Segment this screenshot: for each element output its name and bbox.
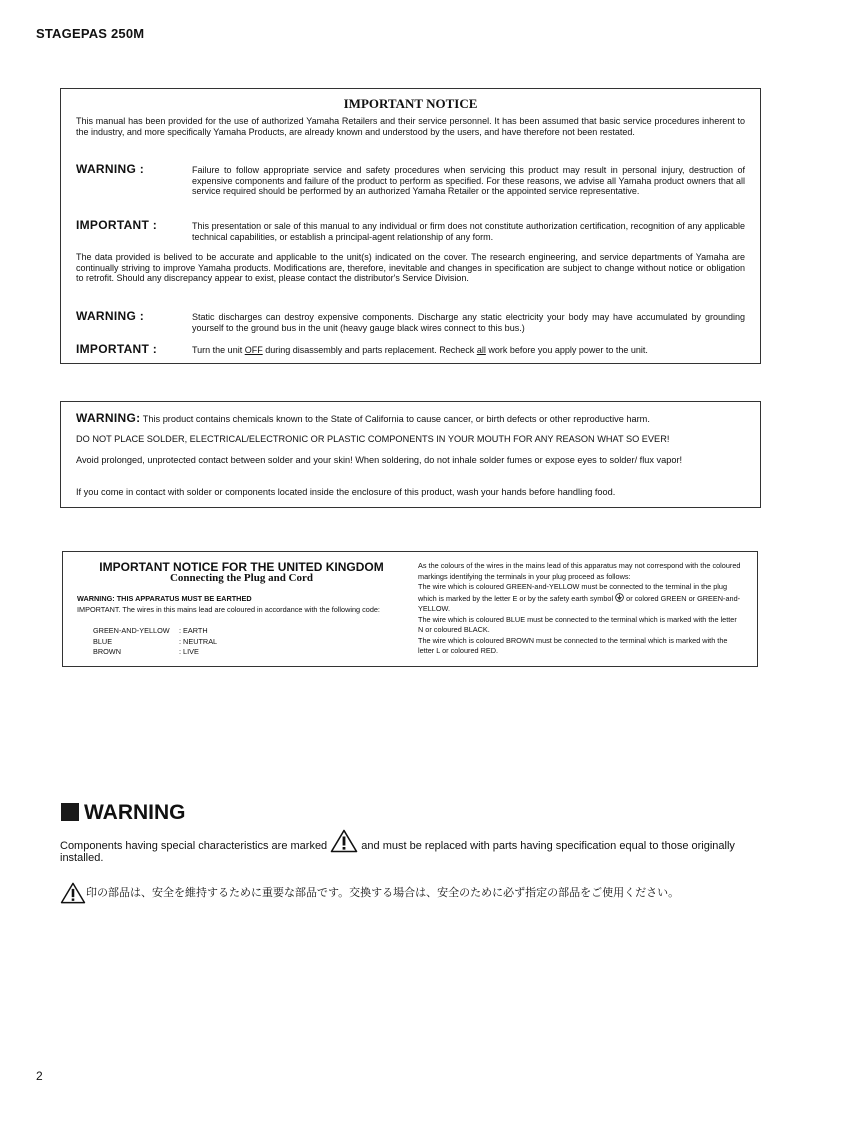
off-word: OFF	[244, 345, 263, 355]
uk-important: IMPORTANT. The wires in this mains lead are coloured in accordance with the following code:	[77, 605, 380, 614]
warning-triangle-icon	[60, 882, 86, 904]
page-number: 2	[36, 1069, 43, 1083]
warning1-text: Failure to follow appropriate service and safety procedures when servicing this product may result in personal injury, destruction of expensive components and failure of the product to perform as specified. For these reasons, we advise all Yamaha product owners that all service required should be performed by an authorized Yamaha Retailer or the appointed service representative.	[192, 165, 745, 196]
data-paragraph: The data provided is belived to be accurate and applicable to the unit(s) indicated on the cover. The research engineering, and service departments of Yamaha are continually striving to improve Yamaha products. Modifications are, therefore, inevitable and changes in specification are subject to change without notice or obligation to retrofit. Should any discrepancy appear to exist, please contact the distributor's Service Division.	[76, 252, 745, 283]
earth-symbol-icon	[615, 593, 624, 602]
uk-code-list	[93, 626, 217, 658]
important2-label: IMPORTANT :	[76, 342, 158, 356]
black-square-icon	[61, 803, 79, 821]
components-warning-text: Components having special characteristics are marked and must be replaced with parts having specification equal to those originally installed.	[60, 839, 760, 864]
notice-title: IMPORTANT NOTICE	[343, 96, 478, 111]
uk-notice-box	[62, 551, 758, 667]
model-name: STAGEPAS 250M	[36, 26, 145, 41]
california-label: WARNING:	[76, 411, 141, 425]
california-line3: Avoid prolonged, unprotected contact between solder and your skin! When soldering, do not inhale solder fumes or expose eyes to solder/ flux vapor!	[76, 455, 683, 465]
notice-intro: This manual has been provided for the use of authorized Yamaha Retailers and their service personnel. It has been assumed that basic service procedures inherent to the industry, and more specifically Yamaha Products, are already known and understood by the users, and have therefore not been restated.	[76, 116, 745, 137]
california-line1: WARNING: This product contains chemicals known to the State of California to cause cancer, or birth defects or other reproductive harm.	[76, 411, 650, 425]
warning-triangle-icon	[330, 829, 358, 853]
warning2-label: WARNING :	[76, 309, 145, 323]
important2-text: Turn the unit OFF during disassembly and parts replacement. Recheck all work before you apply power to the unit.	[192, 345, 648, 355]
uk-right-p4: The wire which is coloured BROWN must be connected to the terminal which is marked with the letter L or coloured RED.	[418, 635, 728, 655]
california-line2: DO NOT PLACE SOLDER, ELECTRICAL/ELECTRONIC OR PLASTIC COMPONENTS IN YOUR MOUTH FOR ANY REASON WHAT SO EVER!	[76, 434, 670, 444]
important1-label: IMPORTANT :	[76, 218, 158, 232]
code-row: BLUE : NEUTRAL	[93, 636, 218, 646]
uk-title: IMPORTANT NOTICE FOR THE UNITED KINGDOM	[99, 560, 384, 574]
all-word: all	[476, 345, 486, 355]
uk-right-p3: The wire which is coloured BLUE must be connected to the terminal which is marked with the letter N or coloured BLACK.	[418, 614, 737, 634]
uk-right-p2: The wire which is coloured GREEN-and-YELLOW must be connected to the terminal in the plug which is marked by the letter E or by the safety earth symbol or colored GREEN or GREEN-and-YELLOW.	[418, 582, 741, 613]
warning1-label: WARNING :	[76, 162, 145, 176]
warning-heading: WARNING	[61, 801, 186, 825]
uk-warning: WARNING: THIS APPARATUS MUST BE EARTHED	[77, 594, 252, 603]
code-row: BROWN : LIVE	[93, 647, 199, 656]
japanese-warning: 印の部品は、安全を維持するために重要な部品です。交換する場合は、安全のために必ず指定の部品をご使用ください。	[60, 882, 679, 904]
uk-right-p1: As the colours of the wires in the mains lead of this apparatus may not correspond with the coloured markings identifying the terminals in your plug proceed as follows:	[418, 561, 741, 581]
uk-subtitle: Connecting the Plug and Cord	[169, 572, 314, 584]
uk-right-column	[418, 561, 743, 657]
important1-text: This presentation or sale of this manual to any individual or firm does not constitute authorization certification, recognition of any applicable technical capabilities, or establish a principal-agent relationship of any form.	[192, 221, 745, 242]
code-row: GREEN-AND-YELLOW : EARTH	[93, 626, 208, 635]
important-notice-box	[60, 88, 761, 364]
warning2-text: Static discharges can destroy expensive components. Discharge any static electricity your body may have accumulated by grounding yourself to the ground bus in the unit (heavy gauge black wires connect to this bus.)	[192, 312, 745, 333]
california-line4: If you come in contact with solder or components located inside the enclosure of this product, wash your hands before handling food.	[76, 487, 616, 497]
california-warning-box	[60, 401, 761, 508]
